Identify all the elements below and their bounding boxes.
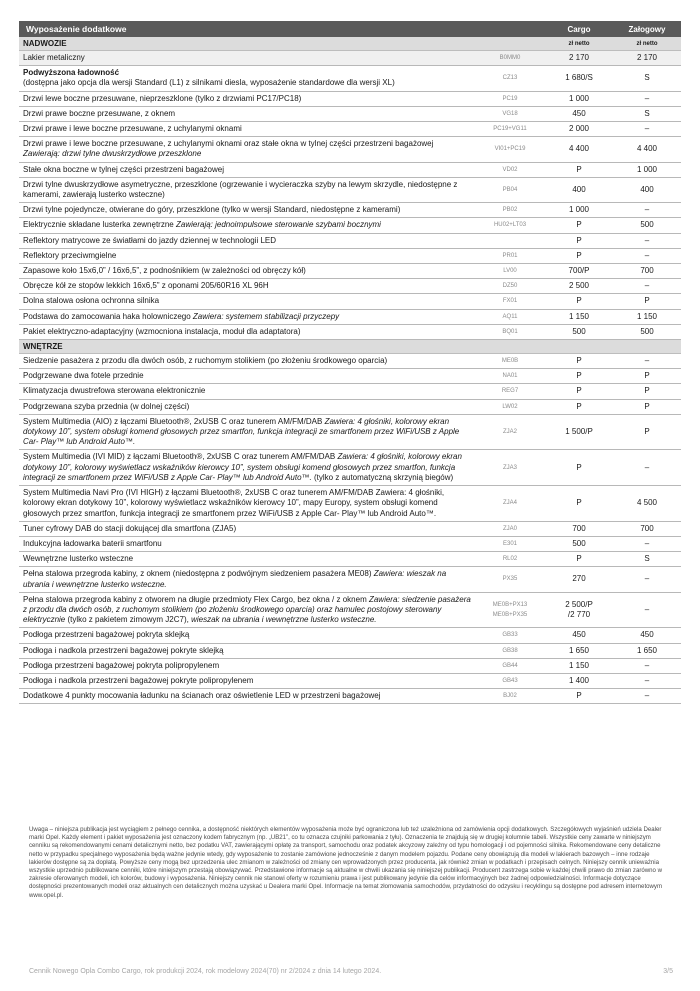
row-price-cargo: 1 400 [568, 675, 590, 685]
row-code: RL02 [502, 556, 518, 563]
row-price-cargo: 1 150 [568, 311, 590, 321]
row-price-zalogowy: – [644, 93, 650, 103]
row-desc: Drzwi prawe boczne przesuwane, z oknem [23, 108, 176, 118]
row-price-zalogowy: – [644, 124, 650, 134]
table-row [19, 51, 681, 66]
table-row [19, 369, 681, 384]
bottom-caption: Cennik Nowego Opla Combo Cargo, rok produkcji 2024, rok modelowy 2024(70) nr 2/2024 z dnia 14 lutego 2024. [29, 968, 382, 975]
row-desc-tail: (tylko z pakietem zimowym J2C7), [65, 615, 189, 625]
row-code: DZ50 [502, 283, 518, 290]
table-row [19, 400, 681, 415]
section-header [19, 340, 681, 354]
row-price-zalogowy: 4 500 [636, 498, 658, 508]
table-row [19, 384, 681, 399]
row-desc: Elektrycznie składane lusterka zewnętrzne [23, 220, 174, 230]
row-price-cargo: P [576, 462, 582, 472]
table-header [19, 21, 681, 37]
row-price-zalogowy: – [644, 660, 650, 670]
row-desc: Lakier metaliczny [23, 53, 85, 62]
table-row [19, 689, 681, 704]
row-price-cargo: P [576, 250, 582, 260]
row-price-zalogowy: – [644, 691, 650, 701]
row-code: ZJA4 [502, 500, 517, 507]
row-code: PB04 [502, 186, 518, 193]
row-code: HU02+LT03 [493, 222, 527, 229]
row-desc: Zapasowe koło 15x6,0” / 16x6,5”, z podnośnikiem (w zależności od obręczy kół) [23, 266, 306, 276]
row-code: NA01 [502, 373, 518, 380]
row-desc-italic: Zawiera: systemem stabilizacji przyczepy [192, 311, 340, 321]
row-code: E301 [502, 540, 517, 547]
table-row [19, 310, 681, 325]
table-row [19, 163, 681, 178]
row-price-cargo: P [576, 220, 582, 230]
table-row [19, 659, 681, 674]
row-price-cargo: 2 500/P [565, 599, 593, 609]
table-row [19, 567, 681, 592]
row-desc: Reflektory przeciwmgielne [23, 250, 117, 260]
row-price-zalogowy: 1 650 [636, 645, 658, 655]
row-price-zalogowy: – [644, 604, 650, 614]
row-desc: Podłoga przestrzeni bagażowej pokryta sklejką [23, 630, 190, 640]
row-price-zalogowy: – [644, 356, 650, 366]
table-row [19, 92, 681, 107]
row-code: CZ13 [502, 75, 518, 82]
unit-cargo: zł netto [568, 40, 590, 47]
row-price-cargo: P [576, 235, 582, 245]
row-code: ZJA2 [502, 429, 517, 436]
table-row [19, 537, 681, 552]
table-row [19, 415, 681, 451]
row-code: B0MM0 [499, 55, 521, 61]
section-title: WNĘTRZE [23, 342, 63, 352]
row-price-zalogowy: – [644, 462, 650, 472]
row-code: GB43 [502, 677, 518, 684]
row-desc-italic2: wieszak na ubrania i wewnętrzne lusterko wsteczne. [188, 615, 377, 625]
row-price-zalogowy: – [644, 205, 650, 215]
row-price-zalogowy: – [644, 675, 650, 685]
row-desc: Dolna stalowa osłona ochronna silnika [23, 296, 160, 306]
row-code: GB38 [502, 647, 518, 654]
row-code: BQ01 [502, 328, 518, 335]
row-desc: (dostępna jako opcja dla wersji Standard (L1) z silnikami diesla, wyposażenie standardowe dla wersji XL) [23, 78, 395, 88]
row-desc: Obręcze kół ze stopów lekkich 16x6,5” z oponami 205/60R16 XL 96H [23, 281, 269, 291]
row-price-zalogowy: 2 170 [636, 53, 658, 62]
table-row [19, 593, 681, 629]
row-price-zalogowy: 700 [640, 266, 654, 276]
row-desc-italic: Zawierają: drzwi tylne dwuskrzydłowe przeszklone [23, 149, 202, 159]
table-row [19, 644, 681, 659]
row-desc-italic: Zawiera: 4 głośniki, kolorowy ekran dotykowy 10”, kolorowy wyświetlacz wskaźników kierowcy 10”, system obsługi komend głosowych przez smartfon, funkcja integracji ze smartfonem przez WiFi/USB z Apple Car- Play™ lub Android Auto™. [23, 452, 462, 482]
row-desc: Podgrzewane dwa fotele przednie [23, 371, 144, 381]
row-price-cargo: P [576, 386, 582, 396]
row-code: VI01+PC19 [494, 146, 526, 153]
table-row [19, 218, 681, 233]
row-code2: ME0B+PX35 [492, 612, 528, 619]
row-price-cargo: 1 150 [568, 660, 590, 670]
table-row [19, 107, 681, 122]
row-price-cargo: 500 [572, 326, 586, 336]
table-row [19, 325, 681, 340]
row-desc-italic: Zawiera: 4 głośniki, kolorowy ekran dotykowy 10”, system obsługi komend głosowych przez smartfon, funkcja integracji ze smartfonem przez WiFi/USB z Apple Car- Play™ lub Android Auto™. [23, 416, 460, 447]
row-price-cargo: 700/P [568, 266, 590, 276]
row-price-cargo: P [576, 164, 582, 174]
row-desc: Podłoga i nadkola przestrzeni bagażowej pokryte sklejką [23, 645, 224, 655]
row-price-cargo: 450 [572, 108, 586, 118]
footnote: Uwaga – niniejsza publikacja jest wyciągiem z pełnego cennika, a dostępność niektórych elementów wyposażenia może być ograniczona lub też uzależniona od zamówienia opcji dodatkowych. Szczegółowych wyjaśnień udziela Dealer marki Opel. Każdy element i pakiet wyposażenia jest oznaczony kodem fabrycznym (np. „UB21”, co tu oznacza czujniki parkowania z tyłu). Oznaczenia te znajdują się w drugiej kolumnie tabeli. Wszystkie ceny zawarte w niniejszym cenniku są rekomendowanymi cenami detalicznymi netto, bez podatku VAT, zawierającymi opłatę za transport, samochodu oraz podatek akcyzowy zależny od typu homologacji i od pojemności silnika. Rekomendowane ceny detaliczne netto w przypadku specjalnego wyposażenia będą ważne jedynie wtedy, gdy wyposażenie to zostanie zamówione jednocześnie z danym modelem pojazdu. Podane ceny obowiązują dla modeli w lakierach bazowych – inne rodzaje lakierów dostępne są za dopłatą. Powyższe ceny mogą bez uprzedzenia ulec zmianom w zależności od zmiany cen wprowadzonych przez producenta, jak również zmian w podatkach i przepisach celnych. Niniejszy cennik unieważnia wszystkie uprzednio publikowane cenniki, które niniejszym przestają obowiązywać. Przedstawione informacje są aktualne w chwili ukazania się niniejszej publikacji. Producent zastrzega sobie w każdej chwili prawo do zmian zarówno w zakresie oferowanych modeli, ich kolorów, budowy i wyposażenia. Niniejszy cennik nie stanowi oferty w rozumieniu prawa i jest publikowany jedynie dla celów informacyjnych bez żadnej odpowiedzialności. Informacje dotyczące dostępności prezentowanych modeli oraz aktualnych cen detalicznych można uzyskać u Dealera marki Opel. Informacje na temat złomowania samochodów, przydatności do odzysku i recyklingu są dostępne pod adresem internetowym www.opel.pl. [29, 826, 663, 899]
row-price-zalogowy: P [644, 427, 650, 437]
row-price-zalogowy: S [644, 108, 650, 118]
table-row [19, 552, 681, 567]
equipment-table [19, 21, 681, 704]
row-desc: Drzwi lewe boczne przesuwane, nieprzeszklone (tylko z drzwiami PC17/PC18) [23, 93, 302, 103]
row-price-cargo: P [576, 401, 582, 411]
row-desc: Podgrzewana szyba przednia (w dolnej części) [23, 401, 190, 411]
row-desc: System Multimedia Navi Pro (IVI HIGH) z łączami Bluetooth®, 2xUSB C oraz tunerem AM/FM/DAB Zawiera: 4 głośniki, kolorowy ekran dotykowy 10”, kolorowy wyświetlacz wskaźników kierowcy 10”, mapy Europy, system obsługi komend głosowych przez smartfon, funkcja integracji ze smartfonem przez WiFi/USB z Apple Car- Play™ lub Android Auto™. [23, 488, 445, 518]
table-row [19, 674, 681, 689]
row-price-zalogowy: – [644, 235, 650, 245]
row-price-zalogowy: S [644, 73, 650, 83]
header-col-zalogowy: Załogowy [628, 24, 666, 34]
row-desc: Pełna stalowa przegroda kabiny z otworem na długie przedmioty Flex Cargo, bez okna / z oknem [23, 594, 367, 604]
row-price-zalogowy: 500 [640, 326, 654, 336]
row-price-cargo: 1 000 [568, 93, 590, 103]
row-code: FX01 [502, 298, 518, 305]
table-row [19, 137, 681, 162]
row-price-zalogowy: P [644, 296, 650, 306]
row-desc: Drzwi tylne pojedyncze, otwierane do góry, przeszklone (tylko w wersji Standard, niedostępne z kamerami) [23, 205, 401, 215]
row-price-cargo2: /2 770 [567, 610, 591, 620]
row-desc: Indukcyjna ładowarka baterii smartfonu [23, 538, 162, 548]
row-desc: Dodatkowe 4 punkty mocowania ładunku na ścianach oraz oświetlenie LED w przestrzeni bagażowej [23, 691, 381, 701]
row-price-cargo: 2 500 [568, 281, 590, 291]
table-row [19, 122, 681, 137]
row-code: LV00 [503, 268, 517, 275]
row-price-zalogowy: 700 [640, 523, 654, 533]
table-row [19, 486, 681, 522]
row-price-zalogowy: 1 150 [636, 311, 658, 321]
row-price-zalogowy: – [644, 538, 650, 548]
row-desc: System Multimedia (IVI MID) z łączami Bluetooth®, 2xUSB C oraz tunerem AM/FM/DAB [23, 452, 336, 462]
row-desc: Podłoga przestrzeni bagażowej pokryta polipropylenem [23, 660, 220, 670]
unit-zalogowy: zł netto [636, 40, 658, 47]
row-desc-italic: Zawiera: siedzenie pasażera z przodu dla dwóch osób, z ruchomym stolikiem (po złożeniu środkowego oparcia) oraz hamulec postojowy sterowany elektrycznie [23, 594, 471, 625]
row-code: REG7 [501, 388, 519, 395]
row-code: PC19 [502, 95, 518, 102]
row-desc-italic: Zawiera: wieszak na ubrania i wewnętrzne lusterko wsteczne. [23, 569, 447, 589]
row-desc: Drzwi prawe i lewe boczne przesuwane, z uchylanymi oknami [23, 124, 242, 134]
row-price-zalogowy: S [644, 554, 650, 564]
row-code: VD02 [502, 166, 518, 173]
table-row [19, 522, 681, 537]
row-price-cargo: 270 [572, 574, 586, 584]
row-code: PC19+VG11 [493, 126, 527, 133]
row-price-cargo: 2 170 [568, 53, 590, 62]
header-title: Wyposażenie dodatkowe [26, 24, 127, 34]
row-price-cargo: 1 650 [568, 645, 590, 655]
table-row [19, 450, 681, 486]
row-code: BJ02 [503, 693, 517, 700]
row-price-zalogowy: 4 400 [636, 144, 658, 154]
row-price-cargo: P [576, 371, 582, 381]
row-desc: Pełna stalowa przegroda kabiny, z oknem (niedostępna z podwójnym siedzeniem pasażera ME08) [23, 569, 372, 579]
table-row [19, 264, 681, 279]
page-number: 3/5 [663, 968, 673, 975]
table-row [19, 628, 681, 643]
row-desc: Reflektory matrycowe ze światłami do jazdy dziennej w technologii LED [23, 235, 276, 245]
row-price-zalogowy: – [644, 574, 650, 584]
row-desc: Podłoga i nadkola przestrzeni bagażowej pokryte polipropylenem [23, 675, 254, 685]
row-desc-tail: (tylko z automatyczną skrzynią biegów) [311, 472, 454, 482]
table-row [19, 249, 681, 264]
row-price-cargo: 700 [572, 523, 586, 533]
row-price-cargo: P [576, 691, 582, 701]
row-desc-bold: Podwyższona ładowność [23, 68, 120, 78]
row-code: PR01 [502, 252, 518, 259]
row-code: ME0B [501, 358, 519, 365]
row-price-zalogowy: 500 [640, 220, 654, 230]
row-price-zalogowy: 1 000 [636, 164, 658, 174]
row-code: PX35 [502, 576, 518, 583]
table-row [19, 234, 681, 249]
row-price-cargo: P [576, 498, 582, 508]
row-desc: Klimatyzacja dwustrefowa sterowana elektronicznie [23, 386, 206, 396]
row-desc: Tuner cyfrowy DAB do stacji dokującej dla smartfona (ZJA5) [23, 523, 237, 533]
row-code: ZJA0 [502, 525, 517, 532]
row-price-zalogowy: – [644, 250, 650, 260]
row-desc: Stałe okna boczne w tylnej części przestrzeni bagażowej [23, 164, 224, 174]
table-row [19, 66, 681, 91]
row-price-zalogowy: P [644, 386, 650, 396]
table-row [19, 203, 681, 218]
table-row [19, 279, 681, 294]
row-desc: Siedzenie pasażera z przodu dla dwóch osób, z ruchomym stolikiem (po złożeniu środkowego oparcia) [23, 356, 388, 366]
row-code: GB44 [502, 662, 518, 669]
row-code: AQ11 [502, 313, 518, 320]
row-price-cargo: 2 000 [568, 124, 590, 134]
row-price-cargo: P [576, 554, 582, 564]
row-code: VG18 [502, 110, 518, 117]
row-desc-italic: Zawierają: jednoimpulsowe sterowanie szybami bocznymi [175, 220, 381, 230]
header-col-cargo: Cargo [567, 24, 591, 34]
row-price-zalogowy: 450 [640, 630, 654, 640]
row-desc: System Multimedia (AIO) z łączami Bluetooth®, 2xUSB C oraz tunerem AM/FM/DAB [23, 416, 323, 426]
row-code: LW02 [502, 403, 518, 410]
row-desc: Drzwi prawe i lewe boczne przesuwane, z uchylanymi oknami oraz stałe okna w tylnej części przestrzeni bagażowej [23, 139, 434, 149]
row-code: ME0B+PX13 [492, 601, 528, 608]
row-desc: Pakiet elektryczno-adaptacyjny (wzmocniona instalacja, moduł dla adaptatora) [23, 326, 301, 336]
row-price-cargo: 500 [572, 538, 586, 548]
row-price-cargo: P [576, 296, 582, 306]
row-code: ZJA3 [502, 464, 517, 471]
row-price-cargo: 4 400 [568, 144, 590, 154]
row-price-zalogowy: P [644, 401, 650, 411]
row-desc: Drzwi tylne dwuskrzydłowe asymetryczne, przeszklone (ogrzewanie i wycieraczka szyby na lewym skrzydle, niedostępne z kamerami, zawierają lusterko wsteczne) [23, 179, 458, 200]
table-row [19, 178, 681, 203]
row-price-zalogowy: 400 [640, 184, 654, 194]
row-desc: Wewnętrzne lusterko wsteczne [23, 554, 134, 564]
row-price-cargo: 400 [572, 184, 586, 194]
row-price-zalogowy: P [644, 371, 650, 381]
row-code: PB02 [502, 207, 518, 214]
row-price-cargo: 1 000 [568, 205, 590, 215]
row-price-cargo: P [576, 356, 582, 366]
row-price-cargo: 1 680/S [565, 73, 593, 83]
section-title: NADWOZIE [23, 39, 67, 48]
row-desc: Podstawa do zamocowania haka holowniczego [23, 311, 191, 321]
section-header [19, 37, 681, 51]
row-price-zalogowy: – [644, 281, 650, 291]
table-row [19, 354, 681, 369]
row-price-cargo: 1 500/P [565, 427, 593, 437]
row-price-cargo: 450 [572, 630, 586, 640]
row-code: GB33 [502, 632, 518, 639]
table-row [19, 294, 681, 309]
